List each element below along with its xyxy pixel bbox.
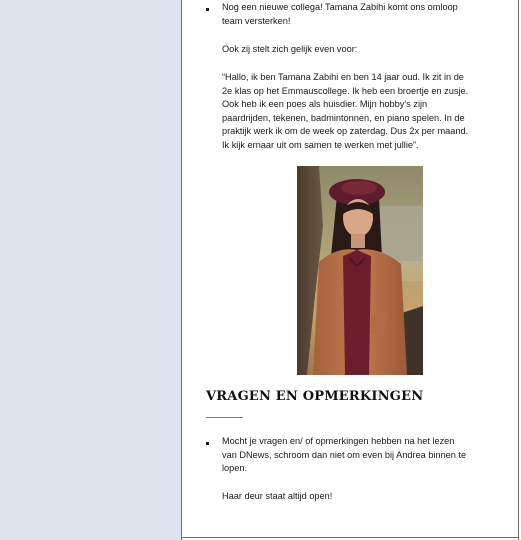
- right-page-border: [518, 0, 519, 540]
- new-colleague-intro: Nog een nieuwe collega! Tamana Zabihi komt ons omloop team versterken!: [222, 2, 458, 26]
- introduction-lead: Ook zij stelt zich gelijk even voor:: [222, 44, 358, 54]
- introduction-quote: “Hallo, ik ben Tamana Zabihi en ben 14 jaar oud. Ik zit in de 2e klas op het Emmauscollege. Ik heb een broertje en zusje. Ook heb ik een poes als huisdier. Mijn hobby’s zijn paardrijden, tekenen, badmintonnen, en piano spelen. In de praktijk werk ik om de week op zaterdag. Dus 2x per maand. Ik kijk ernaar uit om samen te werken met jullie”.: [222, 72, 469, 150]
- left-sidebar-panel: [0, 0, 182, 540]
- heading-underline: [206, 417, 243, 418]
- questions-body: Mocht je vragen en/ of opmerkingen hebben na het lezen van DNews, schroom dan niet om even bij Andrea binnen te lopen.: [222, 436, 467, 474]
- bullet-icon: [206, 8, 209, 11]
- questions-closing: Haar deur staat altijd open!: [222, 491, 333, 501]
- portrait-image: [297, 166, 423, 375]
- tamana-zabihi-photo: [297, 166, 423, 375]
- bullet-icon: [206, 442, 209, 445]
- section-heading: VRAGEN EN OPMERKINGEN: [206, 389, 424, 404]
- newsletter-content: [182, 0, 518, 540]
